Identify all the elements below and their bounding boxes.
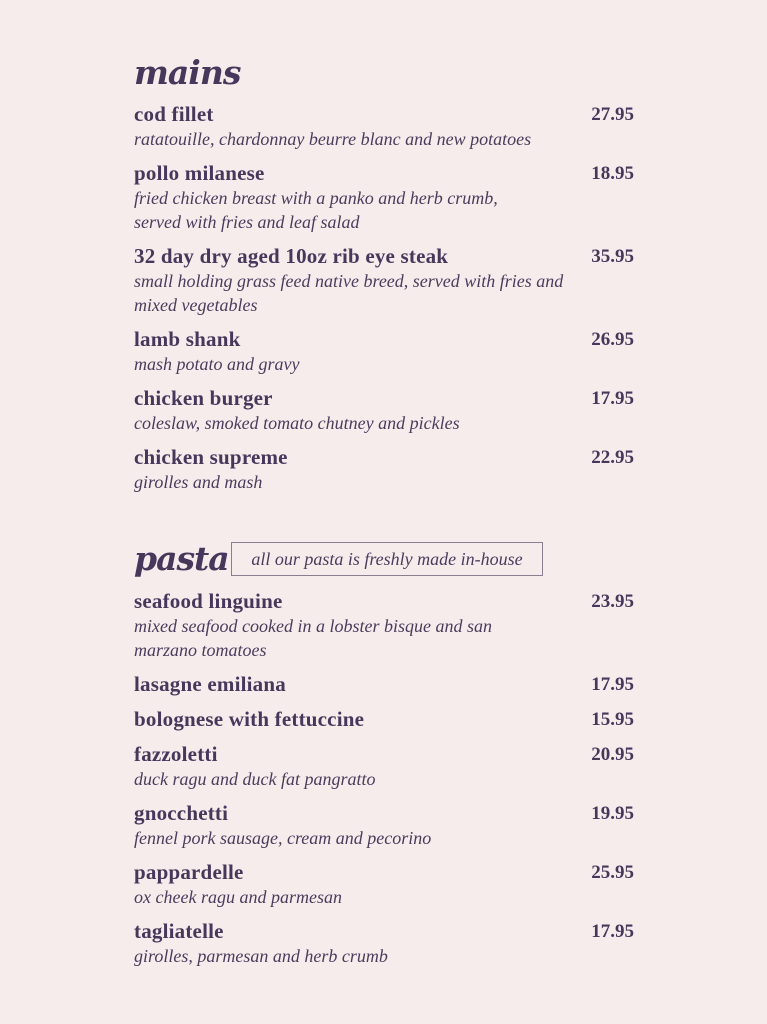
- item-price: 17.95: [591, 921, 634, 942]
- item-name: lasagne emiliana: [134, 672, 286, 696]
- item-description: coleslaw, smoked tomato chutney and pickles: [134, 413, 460, 433]
- menu-item: [134, 243, 644, 326]
- menu-item: [134, 706, 644, 741]
- menu-item: [134, 671, 644, 706]
- item-price: 17.95: [591, 674, 634, 695]
- item-description: ratatouille, chardonnay beurre blanc and new potatoes: [134, 129, 532, 149]
- item-price: 22.95: [591, 447, 634, 468]
- item-description: mixed seafood cooked in a lobster bisque and san marzano tomatoes: [134, 616, 492, 660]
- menu-item: [134, 859, 644, 918]
- item-description: girolles, parmesan and herb crumb: [134, 946, 388, 966]
- pasta-list: [134, 588, 644, 977]
- item-price: 19.95: [591, 803, 634, 824]
- menu-item: [134, 444, 644, 503]
- item-price: 17.95: [591, 388, 634, 409]
- item-name: pollo milanese: [134, 161, 265, 185]
- item-name: gnocchetti: [134, 801, 229, 825]
- item-name: fazzoletti: [134, 742, 218, 766]
- menu-item: [134, 101, 644, 160]
- menu-item: [134, 385, 644, 444]
- item-description: ox cheek ragu and parmesan: [134, 887, 342, 907]
- item-name: pappardelle: [134, 860, 244, 884]
- item-name: cod fillet: [134, 102, 214, 126]
- item-description: fried chicken breast with a panko and herb crumb, served with fries and leaf salad: [134, 188, 498, 232]
- pasta-heading: pasta: [134, 539, 229, 578]
- item-name: bolognese with fettuccine: [134, 707, 365, 731]
- mains-heading: mains: [134, 53, 241, 92]
- item-price: 27.95: [591, 104, 634, 125]
- item-description: mash potato and gravy: [134, 354, 300, 374]
- mains-list: [134, 101, 644, 503]
- item-price: 23.95: [591, 591, 634, 612]
- item-description: small holding grass feed native breed, served with fries and mixed vegetables: [134, 271, 564, 315]
- item-name: 32 day dry aged 10oz rib eye steak: [134, 244, 449, 268]
- item-price: 20.95: [591, 744, 634, 765]
- menu-item: [134, 800, 644, 859]
- item-price: 26.95: [591, 329, 634, 350]
- item-name: tagliatelle: [134, 919, 224, 943]
- pasta-note: all our pasta is freshly made in-house: [231, 542, 543, 576]
- menu-item: [134, 588, 644, 671]
- item-name: seafood linguine: [134, 589, 283, 613]
- item-description: fennel pork sausage, cream and pecorino: [134, 828, 432, 848]
- menu-item: [134, 918, 644, 977]
- item-name: chicken supreme: [134, 445, 288, 469]
- item-price: 25.95: [591, 862, 634, 883]
- menu-item: [134, 326, 644, 385]
- item-name: chicken burger: [134, 386, 273, 410]
- item-price: 15.95: [591, 709, 634, 730]
- menu-item: [134, 160, 644, 243]
- item-name: lamb shank: [134, 327, 241, 351]
- item-description: duck ragu and duck fat pangratto: [134, 769, 376, 789]
- menu-item: [134, 741, 644, 800]
- item-price: 35.95: [591, 246, 634, 267]
- item-description: girolles and mash: [134, 472, 263, 492]
- item-price: 18.95: [591, 163, 634, 184]
